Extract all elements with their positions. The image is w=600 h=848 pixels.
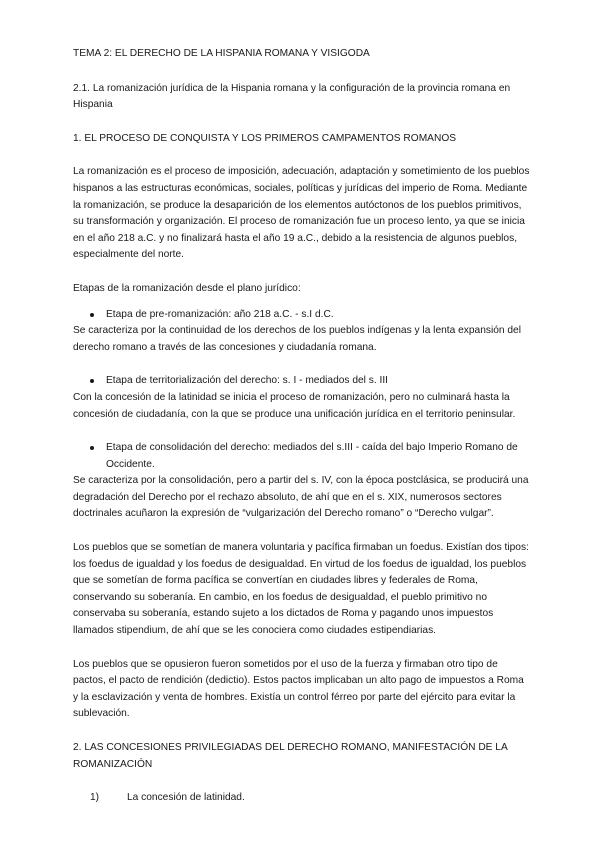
bullet-item	[73, 440, 530, 523]
bullet-text: Se caracteriza por la continuidad de los derechos de los pueblos indígenas y la lenta expansión del derecho romano a través de las concesiones y ciudadanía romana.	[73, 325, 521, 353]
section-heading-1: 1. EL PROCESO DE CONQUISTA Y LOS PRIMEROS CAMPAMENTOS ROMANOS	[73, 132, 457, 144]
document-subtitle: 2.1. La romanización jurídica de la Hispania romana y la configuración de la provincia romana en Hispania	[73, 82, 511, 111]
intro-paragraph: La romanización es el proceso de imposición, adecuación, adaptación y sometimiento de los pueblos hispanos a las estructuras económicas, sociales, políticas y jurídicas del imperio de Roma. Mediante la romanización, se produce la desaparición de los elementos autóctonos de los pueblos primitivos, su transformación y organización. El proceso de romanización fue un proceso lento, ya que se inicia en el año 218 a.C. y no finalizará hasta el año 19 a.C., debido a la resistencia de algunos pueblos, especialmente del norte.	[73, 166, 530, 261]
bullet-item	[73, 307, 530, 357]
bullet-text: Se caracteriza por la consolidación, pero a partir del s. IV, con la época postclásica, se producirá una degradación del Derecho por el rechazo absoluto, de ahí que en el s. XIX, numerosos sectores doctrinales acuñaron la expresión de “vulgarización del Derecho romano” o “Derecho vulgar”.	[73, 475, 529, 520]
item-text: La concesión de latinidad.	[127, 792, 245, 804]
foedus-paragraph: Los pueblos que se sometían de manera voluntaria y pacífica firmaban un foedus. Existían dos tipos: los foedus de igualdad y los foedus de desigualdad. En virtud de los foedus de igualdad, los pueblos que se sometían de forma pacífica se convertían en ciudades libres y federales de Roma, conservando su soberanía. En cambio, en los foedus de desigualdad, el pueblo primitivo no conservaba su soberanía, estando sujeto a los dictados de Roma y pagando unos impuestos llamados stipendium, de ahí que se les conociera como ciudades estipendiarias.	[73, 542, 529, 637]
numbered-item	[90, 790, 530, 807]
section-heading-2: 2. LAS CONCESIONES PRIVILEGIADAS DEL DERECHO ROMANO, MANIFESTACIÓN DE LA ROMANIZACIÓN	[73, 742, 508, 770]
item-number: 1)	[90, 792, 100, 804]
bullet-item	[73, 373, 530, 423]
bullet-icon	[90, 446, 94, 450]
dediticio-paragraph: Los pueblos que se opusieron fueron sometidos por el uso de la fuerza y firmaban otro tipo de pactos, el pacto de rendición (dedictio). Estos pactos implicaban un alto pago de impuestos a Roma y la esclavización y venta de hombres. Existía un control férreo por parte del ejército para evitar la sublevación.	[73, 658, 524, 720]
bullet-label: Etapa de pre-romanización: año 218 a.C. - s.I d.C.	[106, 308, 334, 320]
bullet-label: Etapa de territorialización del derecho: s. I - mediados del s. III	[106, 375, 388, 387]
document-title: TEMA 2: EL DERECHO DE LA HISPANIA ROMANA Y VISIGODA	[73, 48, 370, 59]
bullet-text: Con la concesión de la latinidad se inicia el proceso de romanización, pero no culminará hasta la concesión de ciudadanía, con la que se produce una unificación jurídica en el territorio peninsular.	[73, 391, 516, 420]
etapas-intro: Etapas de la romanización desde el plano jurídico:	[73, 282, 301, 294]
bullet-icon	[90, 379, 94, 383]
bullet-icon	[90, 313, 94, 317]
bullet-label: Etapa de consolidación del derecho: mediados del s.III - caída del bajo Imperio Romano de Occidente.	[106, 442, 518, 470]
